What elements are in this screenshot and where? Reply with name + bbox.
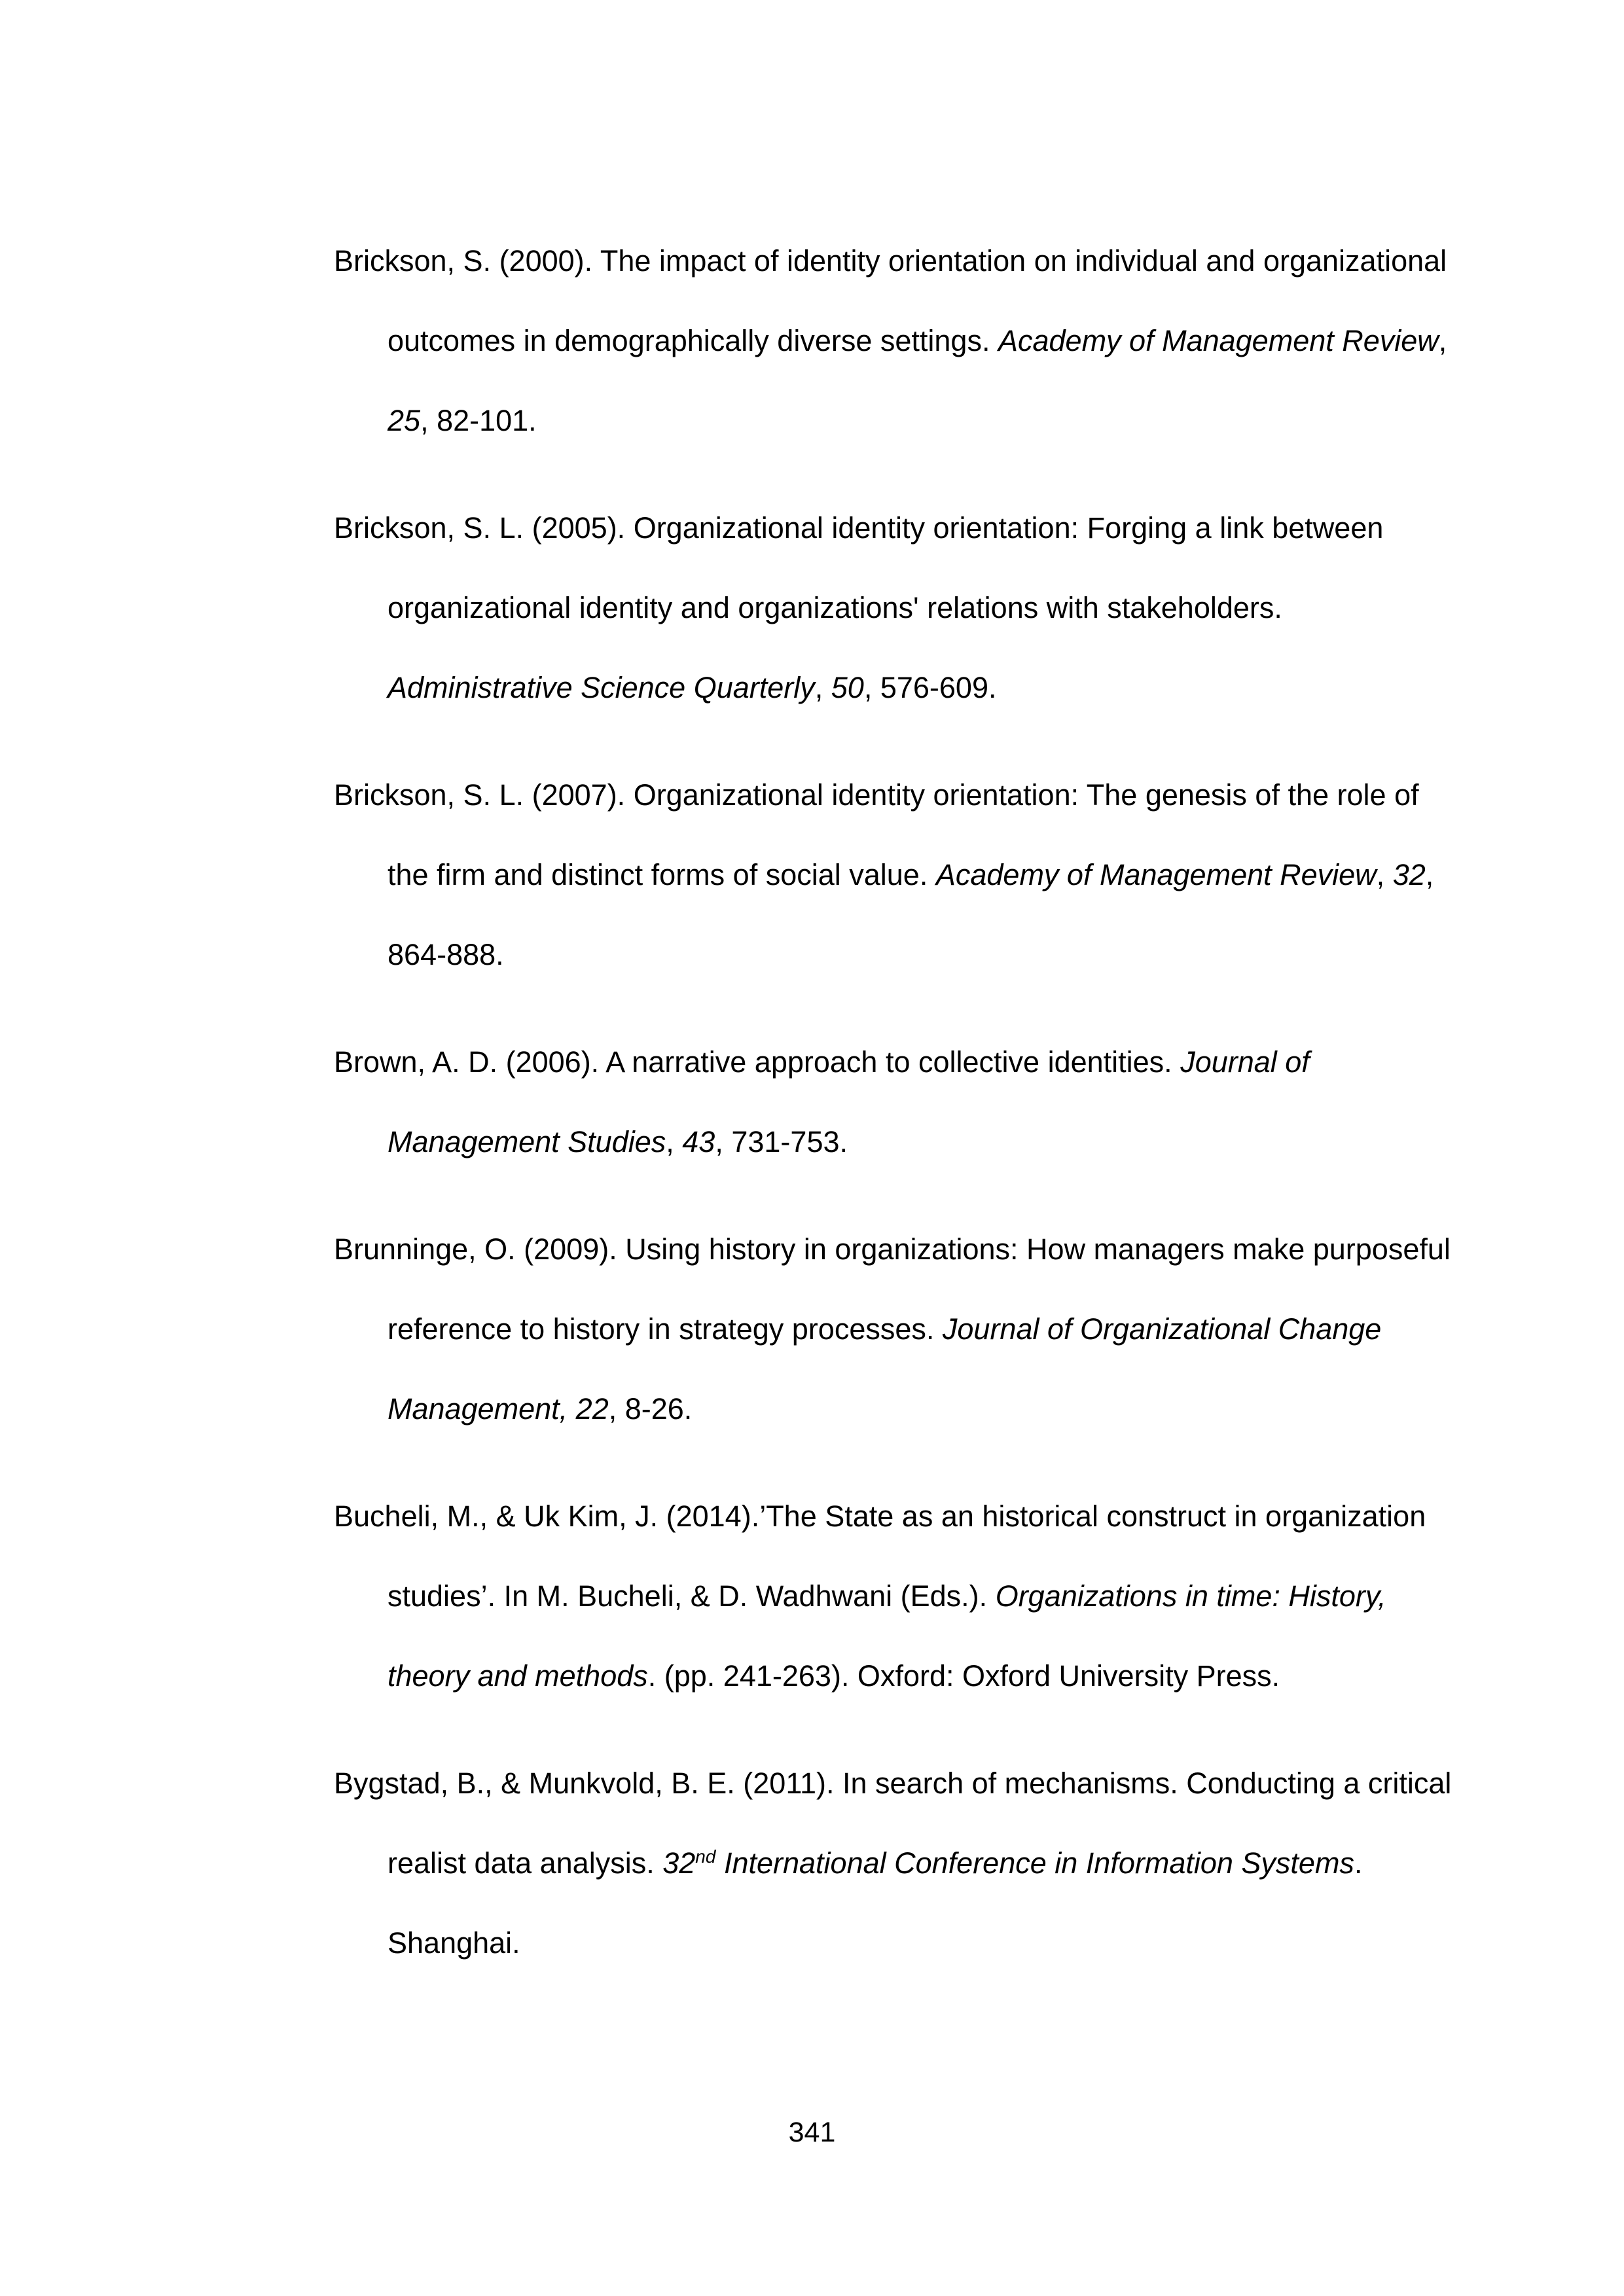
journal-title: Journal of Organizational Change Management, 22 — [388, 1312, 1382, 1426]
reference-entry-brickson-2000: Brickson, S. (2000). The impact of identity orientation on individual and organizational outcomes in demographically diverse settings. Academy of Management Review, 25, 82-101. — [334, 244, 1447, 437]
page-range: , 731-753. — [715, 1125, 848, 1158]
reference-entry-brown-2006: Brown, A. D. (2006). A narrative approach to collective identities. Journal of Management Studies, 43, 731-753. — [334, 1045, 1310, 1158]
reference-text: Bygstad, B., & Munkvold, B. E. (2011). In search of mechanisms. Conducting a critical realist data analysis. — [334, 1767, 1452, 1880]
reference-entry-bucheli-2014 — [334, 1477, 1460, 1716]
page-number: 341 — [788, 2117, 836, 2148]
volume-number: 50 — [831, 671, 864, 704]
volume-number: 32 — [1392, 858, 1426, 891]
page-range: , 576-609. — [863, 671, 997, 704]
ordinal-suffix: nd — [695, 1846, 716, 1867]
journal-title: Academy of Management Review — [998, 324, 1439, 357]
reference-list — [334, 221, 1460, 1983]
volume-number: 25 — [388, 404, 421, 437]
reference-text: Bucheli, M., & Uk Kim, J. (2014).’The State as an historical construct in organization studies’. In M. Bucheli, & D. Wadhwani (Eds.). — [334, 1499, 1426, 1613]
reference-text: Brickson, S. L. (2005). Organizational identity orientation: Forging a link between organizational identity and organizations' relations with stakeholders. — [334, 511, 1384, 624]
reference-entry-bygstad-2011 — [334, 1744, 1460, 1983]
reference-text: Brickson, S. (2000). The impact of identity orientation on individual and organizational outcomes in demographically diverse settings. — [334, 244, 1447, 357]
book-title: Organizations in time: History, theory and methods — [388, 1579, 1386, 1693]
publication-details: . (pp. 241-263). Oxford: Oxford University Press. — [647, 1659, 1280, 1693]
page-range: , 8-26. — [608, 1392, 693, 1426]
journal-title: Journal of Management Studies — [388, 1045, 1310, 1158]
reference-text: Brown, A. D. (2006). A narrative approach to collective identities. — [334, 1045, 1181, 1079]
conference-title: International Conference in Information Systems — [715, 1846, 1354, 1880]
page-range: , 82-101. — [420, 404, 537, 437]
reference-entry-brickson-2007: Brickson, S. L. (2007). Organizational identity orientation: The genesis of the role of the firm and distinct forms of social value. Academy of Management Review, 32, 864-888. — [334, 778, 1434, 971]
volume-number: 43 — [682, 1125, 715, 1158]
reference-text: Brunninge, O. (2009). Using history in organizations: How managers make purposeful reference to history in strategy processes. — [334, 1232, 1451, 1346]
reference-entry-brickson-2005: Brickson, S. L. (2005). Organizational identity orientation: Forging a link between organizational identity and organizations' relations with stakeholders. Administrative Science Quarterly, 50, 576-609. — [334, 511, 1384, 704]
page-range: , 864-888. — [388, 858, 1434, 971]
conference-ordinal: 32 — [662, 1846, 696, 1880]
journal-title: Administrative Science Quarterly — [388, 671, 815, 704]
journal-title: Academy of Management Review — [935, 858, 1377, 891]
publication-details: . Shanghai. — [388, 1846, 1363, 1960]
reference-text: Brickson, S. L. (2007). Organizational identity orientation: The genesis of the role of the firm and distinct forms of social value. — [334, 778, 1419, 891]
reference-entry-brunninge-2009 — [334, 1210, 1460, 1449]
